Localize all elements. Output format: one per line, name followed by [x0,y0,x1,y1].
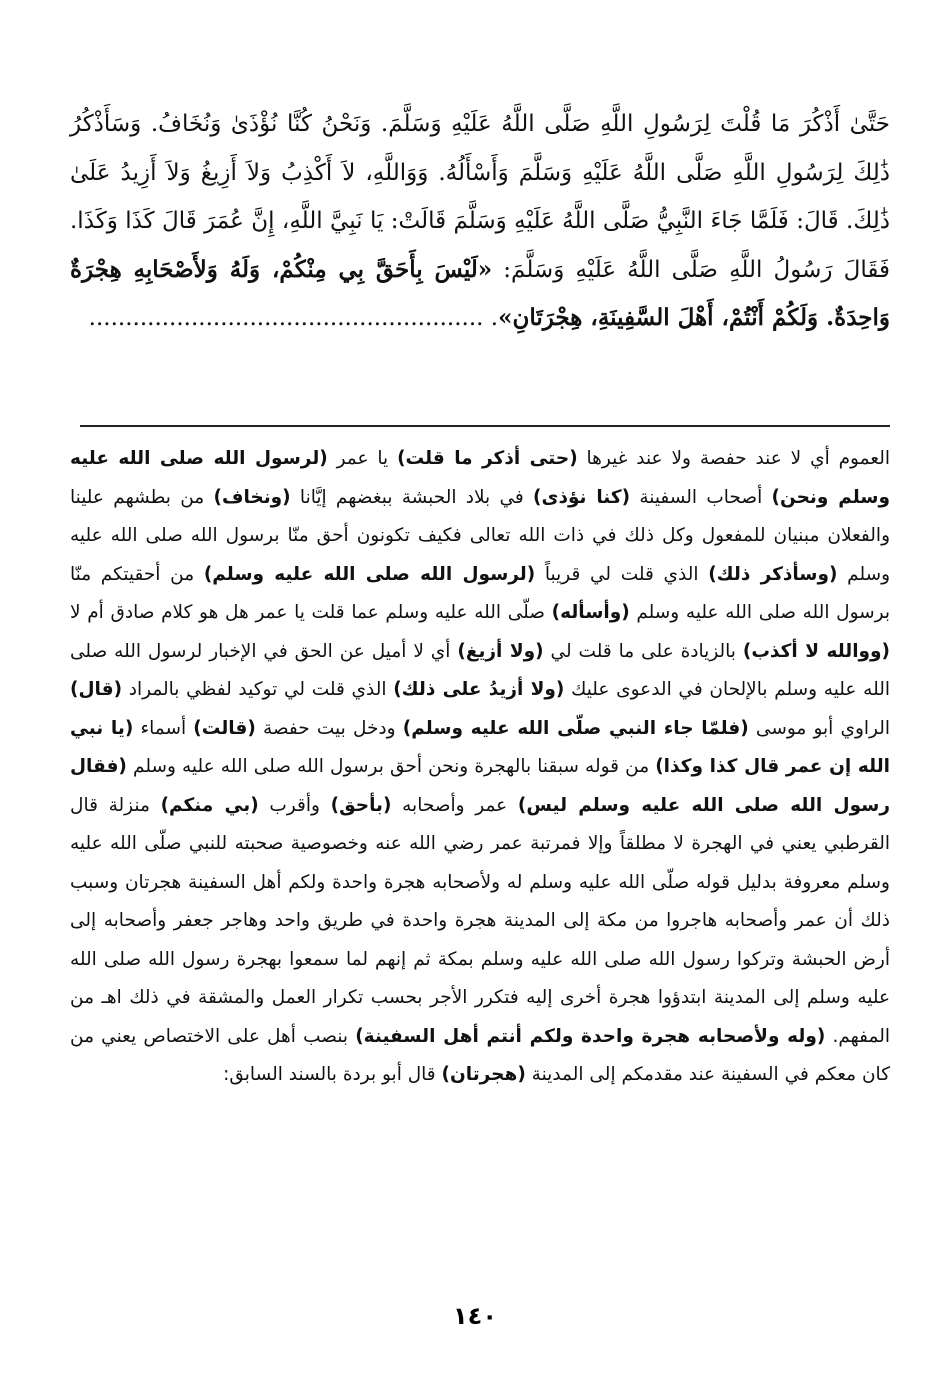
commentary-segment: الراوي أبو موسى [748,717,891,739]
quoted-phrase: (ولا أزيغ) [457,640,544,662]
commentary-segment: صلّى الله عليه وسلم عما قلت يا عمر هل هو كلام صادق أم لا [70,602,552,623]
quoted-phrase: (فقال رسول الله صلى الله عليه وسلم ليس) [70,756,891,816]
commentary-segment: أي لا أميل عن الحق في الإخبار لرسول الله صلى الله عليه وسلم بالإلحان في الدعوى عليك [70,640,890,700]
quoted-phrase: (وسأذكر ذلك) [708,563,838,585]
commentary-segment: في بلاد الحبشة ببغضهم إيَّانا [290,486,534,508]
commentary-segment: قال أبو بردة بالسند السابق: [223,1064,442,1085]
commentary-segment: العموم أي لا عند حفصة ولا عند غيرها [577,448,890,469]
commentary-segment: بالزيادة على ما قلت لي [543,640,743,662]
commentary-segment: الذي قلت لي توكيد لفظي بالمراد [122,679,394,700]
quoted-phrase: (بي منكم) [160,794,259,816]
quoted-phrase: (حتى أذكر ما قلت) [397,448,578,469]
page-number: ١٤٠ [453,1302,497,1330]
commentary-text [70,440,890,1095]
quoted-phrase: (لرسول الله صلى الله عليه وسلم) [203,563,536,585]
commentary-segment: عمر وأصحابه [391,794,518,816]
commentary-segment: من قوله سبقنا بالهجرة ونحن أحق برسول الله صلى الله عليه وسلم [126,756,656,777]
quoted-phrase: (وله ولأصحابه هجرة واحدة ولكم أنتم أهل السفينة) [355,1025,826,1047]
book-page [70,100,891,1085]
commentary-segment: أصحاب السفينة [630,486,772,508]
quoted-phrase: (ونخاف) [213,486,291,508]
commentary-segment: من بطشهم علينا والفعلان مبنيان للمفعول وكل ذلك في ذات الله تعالى فكيف تكونون أحق منّا برسول الله صلى الله عليه وسلم [70,486,891,585]
quoted-phrase: (كنا نؤذى) [533,486,631,508]
commentary-paragraph [70,440,890,1095]
commentary-segment: منزلة قال القرطبي يعني في الهجرة لا مطلقاً وإلا فمرتبة عمر رضي الله عنه وخصوصية صحبته للنبي صلّى الله عليه وسلم معروفة بدليل قوله صلّى الله عليه وسلم له ولأصحابه هجرة واحدة ولكم أهل السفينة هجرتان وسبب ذلك أن عمر وأصحابه هاجروا من مكة إلى المدينة هجرة واحدة في طريق واحد وهاجر جعفر وأصحابه إلى أرض الحبشة وتركوا رسول الله صلى الله عليه وسلم بمكة ثم إنهم لما سمعوا بهجرة رسول الله صلى الله عليه وسلم إلى المدينة ابتدؤوا هجرة أخرى إليه فتكرر الأجر بحسب تكرار العمل والمشقة في ذلك اهـ من المفهم. [70,794,891,1047]
commentary-segment: ودخل بيت حفصة [255,717,403,739]
quoted-phrase: (يا نبي الله إن عمر قال كذا وكذا) [70,717,890,777]
quoted-phrase: (فلمّا جاء النبي صلّى الله عليه وسلم) [402,717,749,739]
prophet-saying: «لَيْسَ بِأَحَقَّ بِي مِنْكُمْ، وَلَهُ وَلأَصْحَابِهِ هِجْرَةٌ وَاحِدَةٌ. وَلَكُمْ أَنْتُمْ، أَهْلَ السَّفِينَةِ، هِجْرَتَانِ» [70,255,890,332]
quoted-phrase: (هجرتان) [441,1064,526,1085]
hadith-narration: حَتَّىٰ أَذْكُرَ مَا قُلْتَ لِرَسُولِ اللَّهِ صَلَّى اللَّهُ عَلَيْهِ وَسَلَّمَ. وَنَحْنُ كُنَّا نُؤْذَىٰ وَنُخَافُ. وَسَأَذْكُرُ ذَٰلِكَ لِرَسُولِ اللَّهِ صَلَّى اللَّهُ عَلَيْهِ وَسَلَّمَ وَأَسْأَلُهُ. وَوَاللَّهِ، لاَ أَكْذِبُ وَلاَ أَزِيغُ وَلاَ أَزِيدُ عَلَىٰ ذَٰلِكَ. قَالَ: فَلَمَّا جَاءَ النَّبِيُّ صَلَّى اللَّهُ عَلَيْهِ وَسَلَّمَ قَالَتْ: يَا نَبِيَّ اللَّهِ، إِنَّ عُمَرَ قَالَ كَذَا وَكَذَا. فَقَالَ رَسُولُ اللَّهِ صَلَّى اللَّهُ عَلَيْهِ وَسَلَّمَ: [70,111,890,283]
commentary-segment: بنصب أهل على الاختصاص يعني من كان معكم في السفينة عند مقدمكم إلى المدينة [70,1025,890,1085]
hadith-text [70,100,890,343]
quoted-phrase: (وأسأله) [551,602,630,623]
commentary-segment: وأقرب [258,794,331,816]
commentary-segment: الذي قلت لي قريباً [535,563,709,585]
quoted-phrase: (قال) [70,679,123,700]
quoted-phrase: (ولا أزيدُ على ذلك) [393,679,565,700]
continuation-dots: . ...................................................... [88,305,499,332]
quoted-phrase: (بأحق) [330,794,392,816]
commentary-segment: يا عمر [327,448,398,469]
footnote-divider [80,425,890,427]
quoted-phrase: (لرسول الله صلى الله عليه وسلم ونحن) [70,448,890,508]
commentary-segment: من أحقيتكم منّا برسول الله صلى الله عليه وسلم [70,563,890,623]
commentary-segment: أسماء [133,717,194,739]
quoted-phrase: (ووالله لا أكذب) [742,640,890,662]
quoted-phrase: (قالت) [193,717,256,739]
hadith-paragraph [70,100,890,343]
